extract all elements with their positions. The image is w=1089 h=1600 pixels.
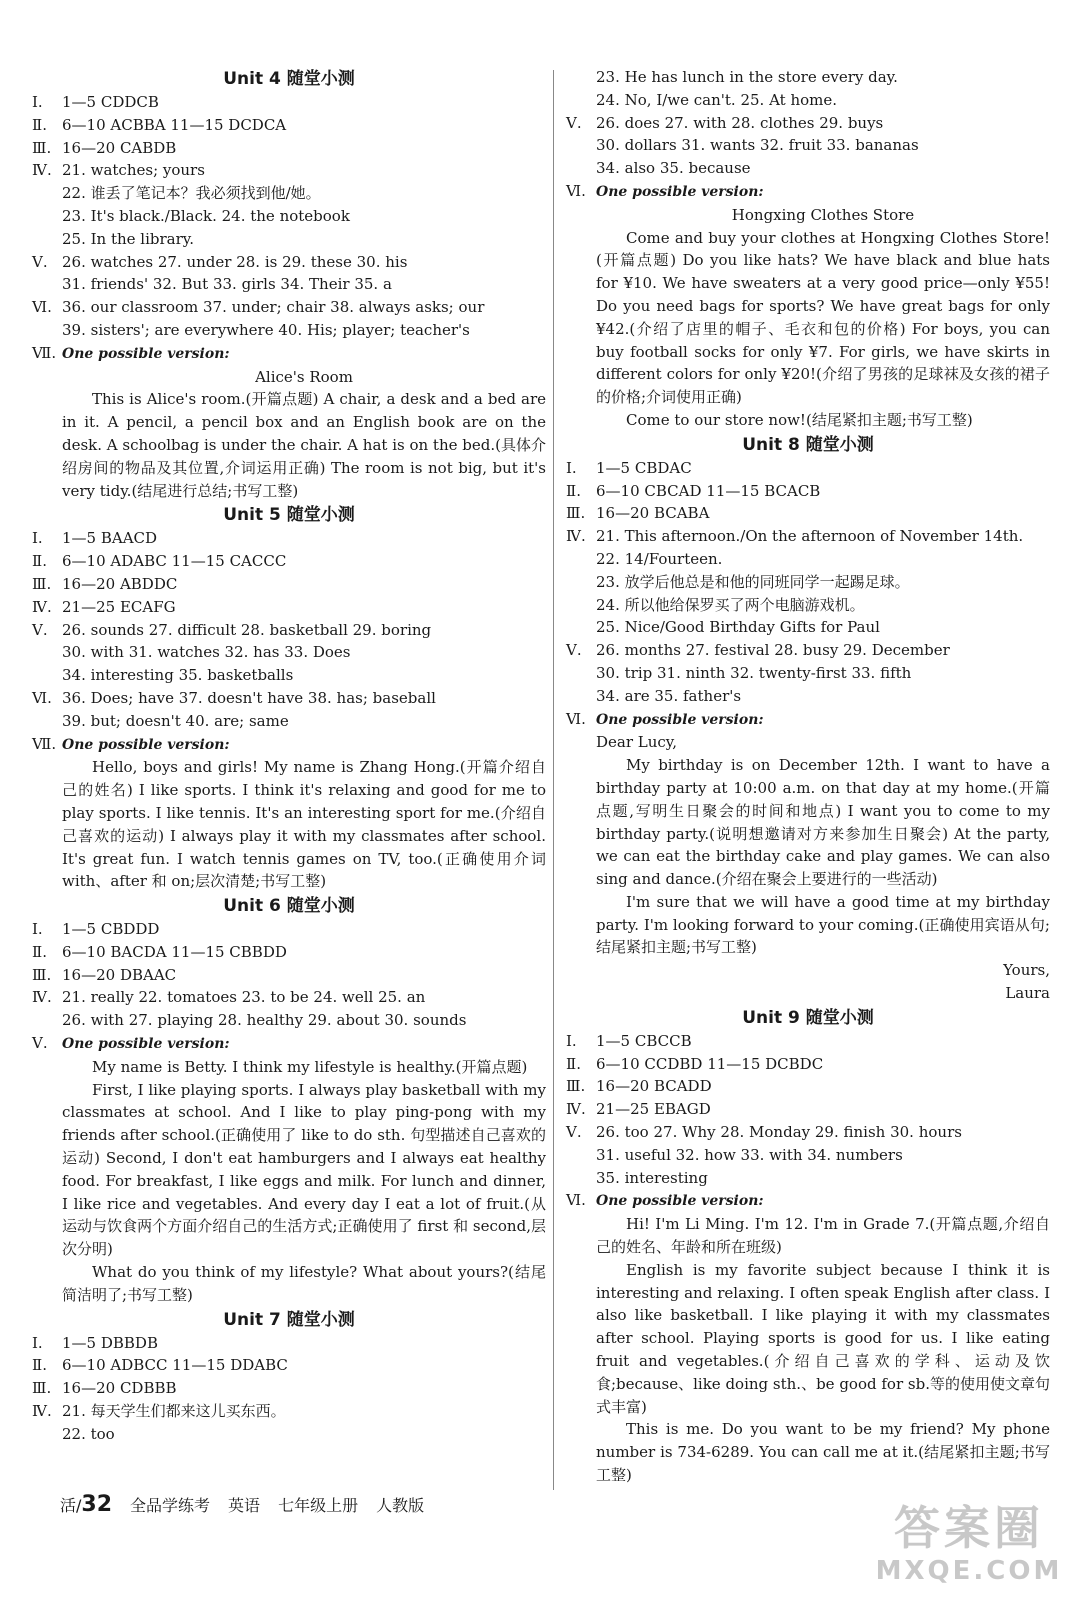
section-number: Ⅴ. [32,252,48,271]
answer-line [32,641,546,664]
unit-title: Unit 5 随堂小测 [223,505,355,526]
answer-line [566,639,1050,662]
answer-line [566,548,1050,571]
answer-line [566,1098,1050,1121]
answer-text: 34. also 35. because [596,159,751,178]
section-number: Ⅱ. [32,552,47,571]
answer-line [566,1167,1050,1190]
section-number: Ⅳ. [32,988,52,1007]
answer-text: 21. 每天学生们都来这儿买东西。 [62,1402,286,1421]
answer-line [32,1332,546,1355]
section-number: Ⅳ. [32,1402,52,1421]
answer-line [32,114,546,137]
page-footer [60,1492,424,1517]
answer-line [32,1354,546,1377]
answer-line [566,134,1050,157]
version-label: One possible version: [62,1036,230,1053]
answer-text: 30. with 31. watches 32. has 33. Does [62,643,351,662]
essay-title: Alice's Room [255,367,353,386]
footer-page-number: 活/32 [60,1492,113,1517]
answer-line [566,1030,1050,1053]
answer-text: 6—10 ADBCC 11—15 DDABC [62,1356,288,1375]
site-watermark: 答案圈 MXQE.COM [875,1501,1063,1586]
section-number: Ⅵ. [566,709,586,728]
essay-block [32,756,546,893]
answer-text: 22. 谁丢了笔记本？我必须找到他/她。 [62,184,321,203]
answer-text: 16—20 BCABA [596,504,710,523]
section-number: Ⅴ. [32,620,48,639]
section-number: Ⅴ. [566,641,582,660]
answer-line [32,182,546,205]
essay-paragraph: English is my favorite subject because I think it is interesting and relaxing. I often speak English after class. I also like basketball. I like playing it with my classmates after school. Playing sports is good for us. I like eating fruit and vegetables.(介绍自己喜欢的学科、运动及饮食;because、like doing sth.、be good for sb.等的使用使文章句式丰富) [596,1260,1050,1416]
answer-text: 34. interesting 35. basketballs [62,666,294,685]
answer-text: 23. He has lunch in the store every day. [596,68,898,86]
answer-line [32,296,546,319]
answer-text: 25. In the library. [62,229,195,248]
answer-text: 6—10 CBCAD 11—15 BCACB [596,481,821,500]
answer-text: 31. useful 32. how 33. with 34. numbers [596,1145,903,1164]
answer-text: 6—10 CCDBD 11—15 DCBDC [596,1054,824,1073]
answer-line [566,525,1050,548]
answer-line [32,1400,546,1423]
section-number: Ⅲ. [566,504,586,523]
version-heading [566,180,1050,204]
version-label: One possible version: [62,736,230,753]
answer-text: 23. It's black./Black. 24. the notebook [62,206,350,225]
answer-line [566,502,1050,525]
answer-text: 1—5 CBDAC [596,458,692,477]
essay-paragraph: This is Alice's room.(开篇点题) A chair, a desk and a bed are in it. A pencil, a pencil box and an English book are on the desk. A schoolbag is under the chair. A hat is on the bed.(具体介绍房间的物品及其位置,介词运用正确) The room is not big, but it's very tidy.(结尾进行总结;书写工整) [62,390,546,500]
answer-text: 34. are 35. father's [596,686,742,705]
section-number: Ⅳ. [32,597,52,616]
answer-text: 22. too [62,1424,115,1443]
answer-line [32,596,546,619]
version-heading [32,342,546,366]
section-number: Ⅵ. [32,298,52,317]
answer-line [32,91,546,114]
answer-text: 21. really 22. tomatoes 23. to be 24. well 25. an [62,988,426,1007]
essay-paragraph: Hi! I'm Li Ming. I'm 12. I'm in Grade 7.(开篇点题,介绍自己的姓名、年龄和所在班级) [596,1215,1050,1257]
answer-text: 16—20 ABDDC [62,574,178,593]
answer-line [566,1075,1050,1098]
answer-text: 6—10 BACDA 11—15 CBBDD [62,942,287,961]
answer-text: 31. friends' 32. But 33. girls 34. Their 35. a [62,275,392,294]
answer-line [32,550,546,573]
section-number: Ⅲ. [32,965,52,984]
answer-text: 6—10 ACBBA 11—15 DCDCA [62,115,287,134]
section-number: Ⅳ. [32,161,52,180]
answer-line [566,157,1050,180]
column-divider [553,70,554,1490]
essay-block [566,1213,1050,1487]
section-number: Ⅲ. [32,1379,52,1398]
answer-text: 26. sounds 27. difficult 28. basketball 29. boring [62,620,432,639]
answer-text: 25. Nice/Good Birthday Gifts for Paul [596,618,880,637]
answer-text: 24. No, I/we can't. 25. At home. [596,90,838,109]
answer-text: 1—5 CBDDD [62,920,160,939]
answer-text: 16—20 BCADD [596,1077,712,1096]
answer-line [566,1121,1050,1144]
answer-line [32,1009,546,1032]
version-heading [566,1189,1050,1213]
section-number: Ⅳ. [566,1100,586,1119]
version-label: One possible version: [596,1193,764,1210]
unit-title: Unit 8 随堂小测 [742,434,874,455]
section-number: Ⅲ. [32,574,52,593]
section-number: Ⅰ. [566,1031,577,1050]
essay-block [566,204,1050,432]
answer-text: 16—20 CABDB [62,138,177,157]
section-number: Ⅶ. [32,343,57,362]
section-number: Ⅰ. [32,93,43,111]
answer-line [32,251,546,274]
answer-line [566,1144,1050,1167]
answer-line [566,1053,1050,1076]
section-number: Ⅵ. [566,1191,586,1210]
answer-text: 26. does 27. with 28. clothes 29. buys [596,113,884,132]
section-number: Ⅱ. [32,1356,47,1375]
version-heading [566,708,1050,732]
answer-text: 21—25 EBAGD [596,1100,711,1119]
answer-line [32,573,546,596]
answer-text: 36. our classroom 37. under; chair 38. always asks; our [62,298,485,317]
answer-text: 21—25 ECAFG [62,597,176,616]
answer-line [566,89,1050,112]
section-number: Ⅶ. [32,734,57,753]
answer-line [32,1423,546,1446]
answer-text: 1—5 CDDCB [62,93,159,111]
section-number: Ⅱ. [566,1054,581,1073]
answer-line [566,457,1050,480]
essay-paragraph: Come to our store now!(结尾紧扣主题;书写工整) [626,410,973,429]
version-label: One possible version: [596,711,764,728]
essay-paragraph: I'm sure that we will have a good time at my birthday party. I'm looking forward to your coming.(正确使用宾语从句;结尾紧扣主题;书写工整) [596,892,1050,957]
answer-line [566,66,1050,89]
essay-title: Hongxing Clothes Store [731,205,915,224]
section-number: Ⅳ. [566,527,586,546]
answer-text: 30. trip 31. ninth 32. twenty-first 33. fifth [596,663,912,682]
answer-line [32,159,546,182]
answer-line [566,480,1050,503]
answer-line [32,941,546,964]
answer-line [32,986,546,1009]
answer-text: 39. but; doesn't 40. are; same [62,711,289,730]
answer-text: 1—5 CBCCB [596,1031,692,1050]
answer-line [566,112,1050,135]
answer-line [32,228,546,251]
answer-line [566,594,1050,617]
answer-text: 24. 所以他给保罗买了两个电脑游戏机。 [596,595,865,614]
answer-line [566,616,1050,639]
essay-block [32,366,546,503]
answer-text: 16—20 CDBBB [62,1379,177,1398]
answer-line [32,319,546,342]
essay-paragraph: My birthday is on December 12th. I want to have a birthday party at 10:00 a.m. on that day at my home.(开篇点题,写明生日聚会的时间和地点) I want you to come to my birthday party.(说明想邀请对方来参加生日聚会) At the party, we can eat the birthday cake and play games. We can also sing and dance.(介绍在聚会上要进行的一些活动) [596,756,1050,889]
section-number: Ⅰ. [32,1333,43,1352]
answer-line [32,205,546,228]
answer-text: 26. watches 27. under 28. is 29. these 30. his [62,252,408,271]
answer-text: 26. with 27. playing 28. healthy 29. about 30. sounds [62,1011,467,1030]
version-heading [32,1032,546,1056]
version-label: One possible version: [62,345,230,362]
essay-signoff: Yours, [1003,961,1050,980]
essay-block [566,731,1050,1005]
left-column [32,66,546,1446]
unit-title: Unit 6 随堂小测 [223,896,355,917]
answer-text: 16—20 DBAAC [62,965,177,984]
version-label: One possible version: [596,183,764,200]
section-number: Ⅲ. [566,1077,586,1096]
answer-line [32,527,546,550]
answer-text: 23. 放学后他总是和他的同班同学一起踢足球。 [596,572,910,591]
answer-line [32,137,546,160]
answer-text: 30. dollars 31. wants 32. fruit 33. bananas [596,136,919,155]
essay-paragraph: Hello, boys and girls! My name is Zhang Hong.(开篇介绍自己的姓名) I like sports. I think it's relaxing and good for me to play sports. I like tennis. It's an interesting sport for me.(介绍自己喜欢的运动) I always play it with my classmates after school. It's great fun. I watch tennis games on TV, too.(正确使用介词 with、after 和 on;层次清楚;书写工整) [62,758,546,891]
answer-text: 21. watches; yours [62,161,205,180]
section-number: Ⅴ. [566,1123,582,1142]
section-number: Ⅴ. [566,113,582,132]
unit-title: Unit 7 随堂小测 [223,1309,355,1330]
answer-line [32,964,546,987]
unit-title: Unit 9 随堂小测 [742,1007,874,1028]
answer-line [32,710,546,733]
right-column [566,66,1050,1487]
answer-line [32,273,546,296]
unit-title: Unit 4 随堂小测 [223,69,355,89]
answer-text: 6—10 ADABC 11—15 CACCC [62,552,287,571]
version-heading [32,733,546,757]
section-number: Ⅵ. [32,688,52,707]
footer-grade: 七年级上册 [278,1496,359,1515]
section-number: Ⅰ. [32,529,43,548]
answer-line [32,687,546,710]
essay-paragraph: My name is Betty. I think my lifestyle is healthy.(开篇点题) [92,1057,528,1076]
essay-paragraph: What do you think of my lifestyle? What about yours?(结尾简洁明了;书写工整) [62,1263,546,1304]
answer-line [566,662,1050,685]
answer-text: 26. months 27. festival 28. busy 29. December [596,641,950,660]
footer-book-title: 全品学练考 [130,1496,211,1515]
answer-line [566,571,1050,594]
section-number: Ⅲ. [32,138,52,157]
answer-text: 1—5 DBBDB [62,1333,158,1352]
section-number: Ⅰ. [566,458,577,477]
answer-text: 36. Does; have 37. doesn't have 38. has; baseball [62,688,436,707]
answer-text: 26. too 27. Why 28. Monday 29. finish 30. hours [596,1123,962,1142]
essay-paragraph: This is me. Do you want to be my friend? My phone number is 734-6289. You can call me at it.(结尾紧扣主题;书写工整) [596,1420,1050,1485]
essay-paragraph: Come and buy your clothes at Hongxing Clothes Store!(开篇点题) Do you like hats? We have black and blue hats for ¥10. We have sweaters at a very good price—only ¥55! Do you need bags for sports? We have great bags for only ¥42.(介绍了店里的帽子、毛衣和包的价格) For boys, you can buy football socks for only ¥7. For girls, we have skirts in different colors for only ¥20!(介绍了男孩的足球袜及女孩的裙子的价格;介词使用正确) [596,228,1050,407]
answer-line [566,685,1050,708]
section-number: Ⅵ. [566,181,586,200]
footer-subject: 英语 [228,1496,261,1515]
answer-line [32,664,546,687]
section-number: Ⅴ. [32,1034,48,1053]
answer-text: 1—5 BAACD [62,529,158,548]
footer-edition: 人教版 [376,1496,425,1515]
answer-text: 22. 14/Fourteen. [596,549,723,568]
answer-line [32,619,546,642]
answer-text: 39. sisters'; are everywhere 40. His; player; teacher's [62,320,470,339]
essay-block [32,1056,546,1307]
essay-signoff: Laura [1005,984,1050,1003]
answer-line [32,1377,546,1400]
section-number: Ⅰ. [32,920,43,939]
essay-paragraph: First, I like playing sports. I always play basketball with my classmates at school. And I like to play ping-pong with my friends after school.(正确使用了 like to do sth. 句型描述自己喜欢的运动) Second, I don't eat hamburgers and I always eat healthy food. For breakfast, I like eggs and milk. For lunch and dinner, I like rice and vegetables. And every day I eat a lot of fruit.(从运动与饮食两个方面介绍自己的生活方式;正确使用了 first 和 second,层次分明) [62,1080,546,1259]
essay-salutation: Dear Lucy, [596,733,678,752]
section-number: Ⅱ. [32,942,47,961]
answer-text: 21. This afternoon./On the afternoon of November 14th. [596,527,1024,546]
answer-line [32,918,546,941]
section-number: Ⅱ. [566,481,581,500]
section-number: Ⅱ. [32,115,47,134]
answer-text: 35. interesting [596,1168,708,1187]
